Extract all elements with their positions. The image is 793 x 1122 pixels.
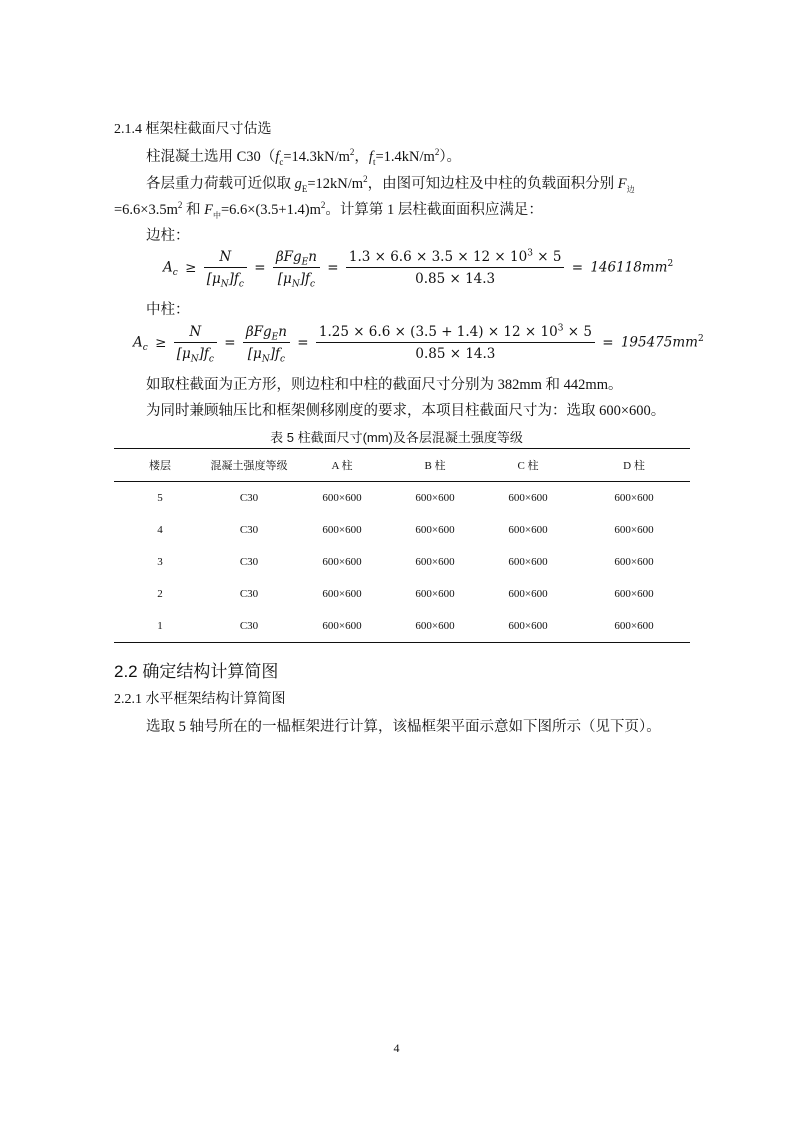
table-row: 5 C30 600×600 600×600 600×600 600×600 bbox=[157, 492, 654, 504]
equation-side-column: $A_c$ ≥ $\frac{N}{[\mu_N]f_c}$ = $\frac{\beta Fg_En}{[\mu_N]f_c}$ = $\frac{1.3 \times 6.6 \times 3.5 \times 12 \times 10^3 \times 5}{0.85 \times 14.3}$ = $146118mm^2$ bbox=[163, 248, 674, 290]
label-side-column: 边柱： bbox=[146, 228, 190, 244]
table-header-row bbox=[114, 449, 690, 482]
header-concrete-grade: 混凝土强度等级 bbox=[210, 460, 288, 472]
header-column-c: C 柱 bbox=[517, 460, 539, 472]
equation-middle-column: $A_c$ ≥ $\frac{N}{[\mu_N]f_c}$ = $\frac{\beta Fg_En}{[\mu_N]f_c}$ = $\frac{1.25 \times 6.6 \times (3.5 + 1.4) \times 12 \times 10^3 \times 5}{0.85 \times 14.3}$ = $195475mm^2$ bbox=[133, 323, 704, 365]
fraction-numeric-side: $\frac{1.3 \times 6.6 \times 3.5 \times 12 \times 10^3 \times 5}{0.85 \times 14.3}$ bbox=[346, 249, 565, 287]
fraction-numeric-middle: $\frac{1.25 \times 6.6 \times (3.5 + 1.4) \times 12 \times 10^3 \times 5}{0.85 \times 14.3}$ bbox=[316, 324, 595, 362]
label-middle-column: 中柱： bbox=[146, 302, 190, 318]
column-size-table bbox=[114, 448, 690, 643]
paragraph-load-area: $=6.6\times 3.5m^2$ 和 $F_中=6.6\times(3.5+1.4)m^2$。计算第 1 层柱截面面积应满足： bbox=[114, 200, 543, 220]
fraction-beta-over-mu: $\frac{\beta Fg_En}{[\mu_N]f_c}$ bbox=[243, 324, 290, 362]
paragraph-gravity-load: 各层重力荷载可近似取 $g_E=12kN/m^2$，由图可知边柱及中柱的负载面积分别 $F_边$ bbox=[146, 174, 635, 194]
table-row: 3 C30 600×600 600×600 600×600 600×600 bbox=[157, 556, 654, 568]
table-row: 2 C30 600×600 600×600 600×600 600×600 bbox=[157, 588, 654, 600]
result-middle: 195475mm bbox=[620, 334, 698, 351]
header-floor: 楼层 bbox=[149, 460, 171, 472]
section-heading-2-2-1: 2.2.1 水平框架结构计算简图 bbox=[114, 692, 286, 707]
table-row: 1 C30 600×600 600×600 600×600 600×600 bbox=[114, 610, 690, 643]
header-column-d: D 柱 bbox=[623, 460, 645, 472]
section-heading-2-1-4: 2.1.4 框架柱截面尺寸估选 bbox=[114, 122, 272, 137]
paragraph-concrete-grade: 柱混凝土选用 $C30(f_c=14.3kN/m^2$，$f_t=1.4kN/m^2$）。 bbox=[146, 147, 462, 167]
paragraph-square-section: 如取柱截面为正方形，则边柱和中柱的截面尺寸分别为 382mm 和 442mm。 bbox=[146, 377, 623, 393]
table-row: 4 C30 600×600 600×600 600×600 600×600 bbox=[157, 524, 654, 536]
paragraph-frame-selection: 选取 5 轴号所在的一榀框架进行计算，该榀框架平面示意如下图所示（见下页）。 bbox=[146, 719, 661, 735]
page-number: 4 bbox=[393, 1041, 400, 1055]
header-column-a: A 柱 bbox=[331, 460, 353, 472]
result-side: 146118mm bbox=[590, 259, 668, 276]
table-caption: 表 5 柱截面尺寸(mm)及各层混凝土强度等级 bbox=[270, 430, 523, 445]
fraction-beta-over-mu: $\frac{\beta Fg_En}{[\mu_N]f_c}$ bbox=[273, 249, 320, 287]
paragraph-selected-size: 为同时兼顾轴压比和框架侧移刚度的要求，本项目柱截面尺寸为：选取 600×600。 bbox=[146, 403, 666, 419]
fraction-n-over-mu: $\frac{N}{[\mu_N]f_c}$ bbox=[174, 324, 217, 362]
header-column-b: B 柱 bbox=[424, 460, 446, 472]
fraction-n-over-mu: $\frac{N}{[\mu_N]f_c}$ bbox=[204, 249, 247, 287]
section-heading-2-2: 2.2 确定结构计算简图 bbox=[114, 662, 279, 681]
